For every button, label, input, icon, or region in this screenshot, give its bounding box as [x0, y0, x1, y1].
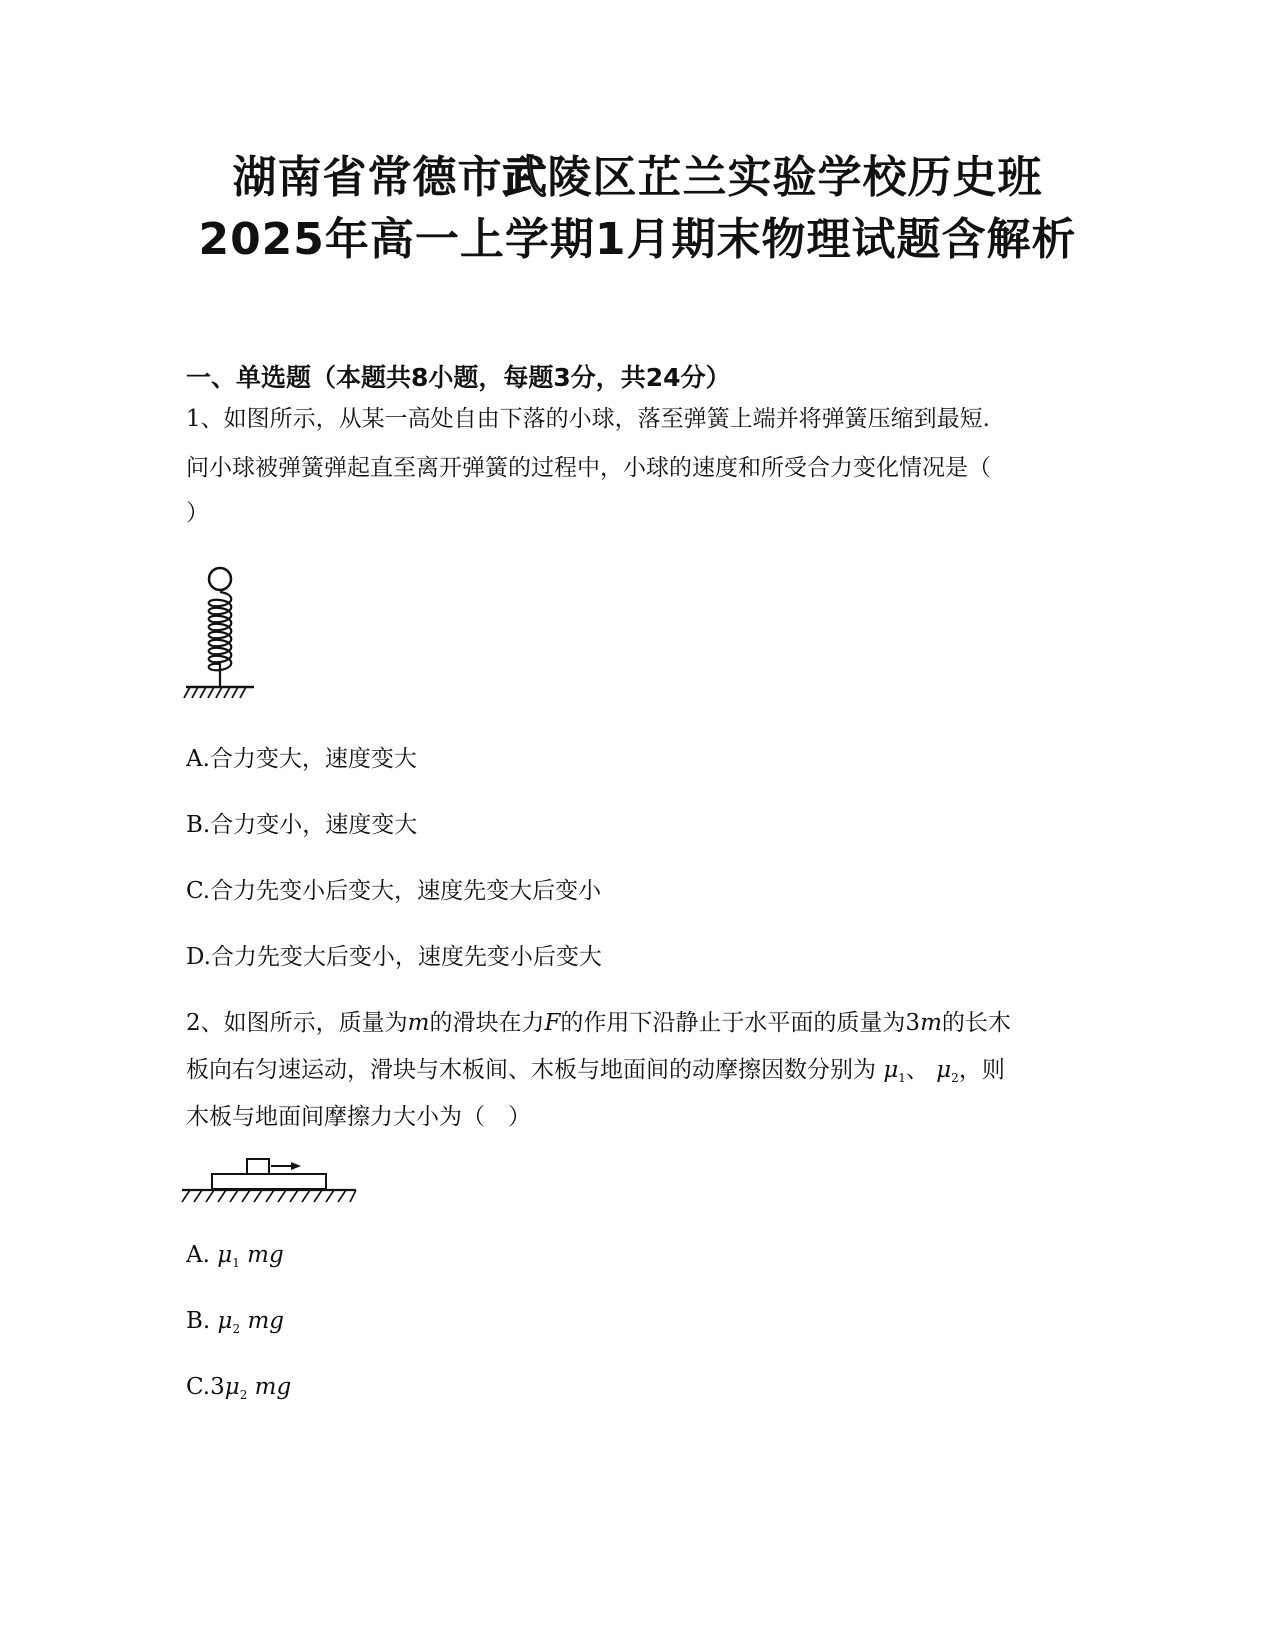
- title-text-1a: 湖南省常德市: [232, 152, 503, 203]
- option-label: A.: [186, 1242, 218, 1268]
- title-outlined-character: 武: [502, 152, 548, 203]
- q2-text: 的长木: [941, 1010, 1011, 1036]
- q2-option-a: [186, 1238, 284, 1280]
- section-heading: 一、单选题（本题共8小题，每题3分，共24分）: [186, 363, 731, 392]
- q2-text: 的滑块在力: [429, 1010, 545, 1036]
- q2-mu-symbol: μ: [217, 1242, 233, 1268]
- q2-subscript-1: 1: [898, 1071, 906, 1085]
- q2-mu-symbol: μ: [936, 1057, 952, 1083]
- q1-stem-line-3: ）: [186, 500, 209, 526]
- q2-subscript-2: 2: [951, 1071, 959, 1085]
- q2-option-c: [186, 1370, 291, 1412]
- q2-text: 2、如图所示，质量为: [186, 1010, 408, 1036]
- document-title-line-1: [0, 148, 1275, 208]
- q2-var-mg: mg: [247, 1242, 284, 1268]
- ground-hatch-icon: [182, 1190, 356, 1202]
- q2-mu-symbol: μ: [217, 1308, 233, 1334]
- slider-block-icon: [247, 1159, 269, 1174]
- q1-option-b: B.合力变小，速度变大: [186, 812, 418, 838]
- ball-spring-figure: [180, 562, 264, 710]
- q2-stem-line-3: 木板与地面间摩擦力大小为（ ）: [186, 1104, 531, 1130]
- title-text-1b: 陵区芷兰实验学校历史班: [547, 152, 1043, 203]
- q2-mu-symbol: μ: [224, 1374, 240, 1400]
- q2-option-b: [186, 1304, 284, 1346]
- q1-option-a: A.合力变大，速度变大: [186, 746, 417, 772]
- q1-option-c: C.合力先变小后变大，速度先变大后变小: [186, 878, 602, 904]
- q2-var-mg: mg: [247, 1308, 284, 1334]
- ball-icon: [209, 568, 231, 590]
- q2-text: 板向右匀速运动，滑块与木板间、木板与地面间的动摩擦因数分别为: [186, 1057, 884, 1083]
- q1-stem-line-2: 问小球被弹簧弹起直至离开弹簧的过程中，小球的速度和所受合力变化情况是（: [186, 455, 991, 481]
- wooden-board-icon: [212, 1174, 326, 1189]
- q2-text: 的作用下沿静止于水平面的质量为3: [560, 1010, 921, 1036]
- q2-subscript-1: 1: [232, 1256, 240, 1270]
- q2-stem-line-1: [186, 1006, 1011, 1040]
- block-on-board-figure: [180, 1152, 360, 1208]
- q2-var-f: F: [544, 1010, 561, 1036]
- q2-text: ，则: [958, 1057, 1005, 1083]
- q2-stem-line-2: [186, 1053, 1005, 1095]
- q2-subscript-2: 2: [239, 1388, 248, 1402]
- ground-hatch-icon: [184, 687, 246, 698]
- document-title-line-2: 2025年高一上学期1月期末物理试题含解析: [198, 214, 1077, 265]
- q2-var-m: m: [407, 1010, 430, 1036]
- spring-icon: [209, 592, 232, 686]
- q1-stem-line-1: 1、如图所示，从某一高处自由下落的小球，落至弹簧上端并将弹簧压缩到最短.: [186, 406, 990, 432]
- q2-var-mg: mg: [254, 1374, 292, 1400]
- q2-subscript-2: 2: [232, 1322, 241, 1336]
- option-label: B.: [186, 1308, 218, 1334]
- option-label: C.3: [186, 1374, 225, 1400]
- q2-separator: 、: [905, 1057, 937, 1083]
- q2-var-m: m: [920, 1010, 942, 1036]
- q2-mu-symbol: μ: [883, 1057, 899, 1083]
- q1-option-d: D.合力先变大后变小，速度先变小后变大: [186, 944, 602, 970]
- force-arrowhead-icon: [291, 1162, 301, 1170]
